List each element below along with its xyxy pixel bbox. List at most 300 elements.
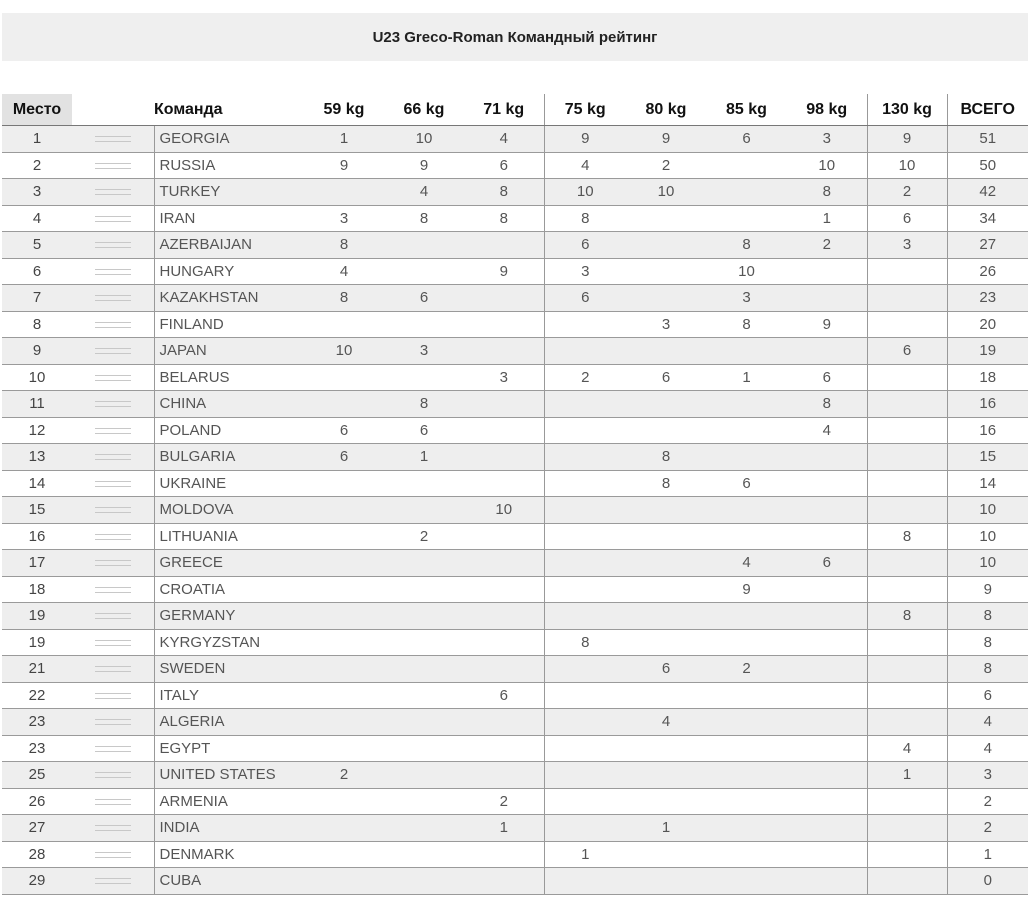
score-cell — [787, 338, 867, 365]
place-cell: 9 — [2, 338, 72, 365]
score-cell — [867, 497, 947, 524]
place-cell: 22 — [2, 682, 72, 709]
table-row — [2, 470, 1028, 497]
score-cell: 1 — [304, 126, 384, 153]
score-cell: 6 — [706, 126, 787, 153]
score-cell — [867, 417, 947, 444]
score-cell: 1 — [626, 815, 706, 842]
team-name-cell: LITHUANIA — [154, 523, 304, 550]
score-cell: 3 — [384, 338, 464, 365]
score-cell — [544, 735, 626, 762]
score-cell: 6 — [304, 444, 384, 471]
total-cell: 2 — [947, 788, 1028, 815]
score-cell: 8 — [384, 205, 464, 232]
table-row — [2, 576, 1028, 603]
score-cell — [304, 550, 384, 577]
score-cell: 9 — [544, 126, 626, 153]
place-cell: 11 — [2, 391, 72, 418]
place-cell: 1 — [2, 126, 72, 153]
score-cell — [867, 788, 947, 815]
score-cell — [626, 258, 706, 285]
place-cell: 10 — [2, 364, 72, 391]
team-name-cell: GERMANY — [154, 603, 304, 630]
table-row — [2, 629, 1028, 656]
score-cell — [464, 444, 544, 471]
score-cell — [464, 523, 544, 550]
flag-cell — [72, 152, 154, 179]
total-cell: 16 — [947, 391, 1028, 418]
score-cell — [706, 735, 787, 762]
score-cell: 9 — [706, 576, 787, 603]
score-cell: 2 — [544, 364, 626, 391]
score-cell — [787, 841, 867, 868]
score-cell: 8 — [544, 205, 626, 232]
score-cell: 8 — [706, 232, 787, 259]
team-standings-table — [2, 94, 1028, 895]
place-cell: 3 — [2, 179, 72, 206]
score-cell: 6 — [464, 682, 544, 709]
flag-cell — [72, 417, 154, 444]
score-cell — [867, 470, 947, 497]
score-cell — [544, 576, 626, 603]
score-cell — [544, 603, 626, 630]
score-cell: 10 — [464, 497, 544, 524]
score-cell: 4 — [706, 550, 787, 577]
flag-cell — [72, 232, 154, 259]
total-cell: 50 — [947, 152, 1028, 179]
score-cell — [787, 656, 867, 683]
score-cell: 1 — [787, 205, 867, 232]
team-name-cell: INDIA — [154, 815, 304, 842]
score-cell: 4 — [384, 179, 464, 206]
team-name-cell: DENMARK — [154, 841, 304, 868]
score-cell: 10 — [867, 152, 947, 179]
score-cell — [544, 311, 626, 338]
flag-icon — [95, 772, 131, 778]
table-row — [2, 364, 1028, 391]
team-name-cell: UKRAINE — [154, 470, 304, 497]
score-cell: 6 — [464, 152, 544, 179]
flag-cell — [72, 470, 154, 497]
score-cell — [304, 868, 384, 895]
table-row — [2, 815, 1028, 842]
place-cell: 27 — [2, 815, 72, 842]
team-name-cell: CHINA — [154, 391, 304, 418]
score-cell: 3 — [544, 258, 626, 285]
place-cell: 23 — [2, 709, 72, 736]
score-cell — [706, 391, 787, 418]
score-cell — [626, 232, 706, 259]
score-cell — [464, 735, 544, 762]
score-cell: 4 — [464, 126, 544, 153]
total-cell: 4 — [947, 709, 1028, 736]
table-row — [2, 656, 1028, 683]
score-cell — [706, 417, 787, 444]
score-cell — [384, 311, 464, 338]
score-cell — [544, 815, 626, 842]
flag-cell — [72, 444, 154, 471]
score-cell: 6 — [304, 417, 384, 444]
score-cell — [626, 391, 706, 418]
flag-icon — [95, 587, 131, 593]
score-cell — [384, 603, 464, 630]
score-cell — [706, 179, 787, 206]
flag-cell — [72, 656, 154, 683]
score-cell — [304, 709, 384, 736]
flag-icon — [95, 878, 131, 884]
score-cell — [384, 815, 464, 842]
header-place: Место — [2, 94, 72, 126]
score-cell: 9 — [867, 126, 947, 153]
score-cell — [304, 841, 384, 868]
score-cell — [464, 576, 544, 603]
score-cell — [464, 709, 544, 736]
header-total: ВСЕГО — [947, 94, 1028, 126]
table-row — [2, 232, 1028, 259]
total-cell: 9 — [947, 576, 1028, 603]
team-name-cell: RUSSIA — [154, 152, 304, 179]
score-cell — [544, 868, 626, 895]
table-row — [2, 338, 1028, 365]
score-cell — [867, 682, 947, 709]
total-cell: 2 — [947, 815, 1028, 842]
flag-icon — [95, 481, 131, 487]
score-cell — [787, 788, 867, 815]
total-cell: 10 — [947, 497, 1028, 524]
score-cell — [867, 391, 947, 418]
header-row — [2, 94, 1028, 126]
team-name-cell: TURKEY — [154, 179, 304, 206]
flag-cell — [72, 311, 154, 338]
score-cell — [787, 523, 867, 550]
header-66kg: 66 kg — [384, 94, 464, 126]
score-cell: 2 — [867, 179, 947, 206]
score-cell — [384, 497, 464, 524]
score-cell: 6 — [384, 417, 464, 444]
total-cell: 26 — [947, 258, 1028, 285]
flag-icon — [95, 454, 131, 460]
score-cell: 4 — [304, 258, 384, 285]
score-cell — [706, 152, 787, 179]
score-cell — [867, 815, 947, 842]
flag-cell — [72, 550, 154, 577]
flag-icon — [95, 799, 131, 805]
flag-icon — [95, 189, 131, 195]
score-cell — [867, 576, 947, 603]
team-name-cell: CUBA — [154, 868, 304, 895]
score-cell — [706, 497, 787, 524]
score-cell: 10 — [706, 258, 787, 285]
score-cell — [867, 629, 947, 656]
score-cell: 4 — [626, 709, 706, 736]
score-cell — [787, 444, 867, 471]
score-cell — [464, 629, 544, 656]
score-cell — [384, 258, 464, 285]
score-cell — [706, 868, 787, 895]
score-cell: 1 — [544, 841, 626, 868]
flag-cell — [72, 603, 154, 630]
score-cell: 9 — [384, 152, 464, 179]
team-name-cell: MOLDOVA — [154, 497, 304, 524]
score-cell — [787, 285, 867, 312]
score-cell — [544, 470, 626, 497]
score-cell: 2 — [787, 232, 867, 259]
place-cell: 16 — [2, 523, 72, 550]
score-cell — [867, 444, 947, 471]
score-cell — [544, 391, 626, 418]
place-cell: 19 — [2, 629, 72, 656]
score-cell — [706, 815, 787, 842]
score-cell — [544, 550, 626, 577]
flag-icon — [95, 613, 131, 619]
flag-icon — [95, 666, 131, 672]
place-cell: 12 — [2, 417, 72, 444]
total-cell: 6 — [947, 682, 1028, 709]
score-cell: 6 — [867, 338, 947, 365]
score-cell — [464, 232, 544, 259]
team-name-cell: POLAND — [154, 417, 304, 444]
score-cell: 10 — [787, 152, 867, 179]
score-cell — [304, 629, 384, 656]
score-cell — [626, 762, 706, 789]
team-name-cell: JAPAN — [154, 338, 304, 365]
flag-cell — [72, 629, 154, 656]
table-row — [2, 497, 1028, 524]
flag-icon — [95, 693, 131, 699]
place-cell: 2 — [2, 152, 72, 179]
score-cell: 9 — [464, 258, 544, 285]
flag-icon — [95, 269, 131, 275]
score-cell — [464, 656, 544, 683]
score-cell — [706, 682, 787, 709]
score-cell: 6 — [544, 285, 626, 312]
table-row — [2, 205, 1028, 232]
score-cell — [706, 523, 787, 550]
table-row — [2, 788, 1028, 815]
score-cell: 6 — [787, 550, 867, 577]
total-cell: 18 — [947, 364, 1028, 391]
page-title: U23 Greco-Roman Командный рейтинг — [2, 13, 1028, 61]
flag-cell — [72, 815, 154, 842]
score-cell: 6 — [867, 205, 947, 232]
place-cell: 8 — [2, 311, 72, 338]
score-cell: 2 — [464, 788, 544, 815]
score-cell: 6 — [626, 656, 706, 683]
team-name-cell: BULGARIA — [154, 444, 304, 471]
score-cell — [867, 311, 947, 338]
table-row — [2, 735, 1028, 762]
score-cell — [544, 338, 626, 365]
place-cell: 17 — [2, 550, 72, 577]
score-cell — [304, 497, 384, 524]
score-cell — [626, 523, 706, 550]
score-cell — [544, 444, 626, 471]
score-cell — [867, 285, 947, 312]
header-98kg: 98 kg — [787, 94, 867, 126]
place-cell: 29 — [2, 868, 72, 895]
score-cell — [384, 232, 464, 259]
total-cell: 8 — [947, 629, 1028, 656]
table-row — [2, 126, 1028, 153]
total-cell: 8 — [947, 656, 1028, 683]
score-cell — [384, 841, 464, 868]
score-cell — [544, 762, 626, 789]
place-cell: 6 — [2, 258, 72, 285]
score-cell: 8 — [464, 205, 544, 232]
flag-cell — [72, 258, 154, 285]
flag-cell — [72, 868, 154, 895]
score-cell — [304, 603, 384, 630]
score-cell — [464, 311, 544, 338]
score-cell: 2 — [706, 656, 787, 683]
score-cell: 4 — [867, 735, 947, 762]
team-name-cell: GREECE — [154, 550, 304, 577]
total-cell: 14 — [947, 470, 1028, 497]
score-cell: 4 — [544, 152, 626, 179]
score-cell — [384, 576, 464, 603]
flag-cell — [72, 391, 154, 418]
score-cell — [304, 788, 384, 815]
header-130kg: 130 kg — [867, 94, 947, 126]
score-cell — [787, 735, 867, 762]
table-row — [2, 285, 1028, 312]
score-cell — [706, 788, 787, 815]
place-cell: 14 — [2, 470, 72, 497]
score-cell — [544, 497, 626, 524]
table-row — [2, 311, 1028, 338]
table-row — [2, 444, 1028, 471]
score-cell — [384, 735, 464, 762]
flag-icon — [95, 719, 131, 725]
score-cell — [626, 497, 706, 524]
flag-icon — [95, 534, 131, 540]
total-cell: 3 — [947, 762, 1028, 789]
score-cell: 9 — [626, 126, 706, 153]
score-cell — [464, 603, 544, 630]
team-name-cell: UNITED STATES — [154, 762, 304, 789]
total-cell: 10 — [947, 550, 1028, 577]
score-cell — [787, 815, 867, 842]
score-cell — [626, 338, 706, 365]
flag-icon — [95, 375, 131, 381]
score-cell: 8 — [787, 391, 867, 418]
total-cell: 51 — [947, 126, 1028, 153]
score-cell — [384, 656, 464, 683]
flag-cell — [72, 523, 154, 550]
score-cell — [544, 417, 626, 444]
team-name-cell: EGYPT — [154, 735, 304, 762]
score-cell — [544, 709, 626, 736]
score-cell: 6 — [384, 285, 464, 312]
table-row — [2, 417, 1028, 444]
score-cell: 8 — [464, 179, 544, 206]
place-cell: 25 — [2, 762, 72, 789]
total-cell: 19 — [947, 338, 1028, 365]
flag-cell — [72, 682, 154, 709]
score-cell — [867, 656, 947, 683]
score-cell — [867, 550, 947, 577]
score-cell: 3 — [867, 232, 947, 259]
score-cell: 8 — [544, 629, 626, 656]
place-cell: 15 — [2, 497, 72, 524]
score-cell — [304, 523, 384, 550]
score-cell: 1 — [464, 815, 544, 842]
flag-cell — [72, 179, 154, 206]
team-name-cell: GEORGIA — [154, 126, 304, 153]
header-85kg: 85 kg — [706, 94, 787, 126]
score-cell — [464, 550, 544, 577]
score-cell: 10 — [544, 179, 626, 206]
flag-icon — [95, 295, 131, 301]
score-cell — [867, 709, 947, 736]
team-name-cell: ARMENIA — [154, 788, 304, 815]
score-cell — [464, 391, 544, 418]
team-name-cell: BELARUS — [154, 364, 304, 391]
score-cell — [304, 735, 384, 762]
header-team: Команда — [154, 94, 304, 126]
score-cell — [384, 709, 464, 736]
score-cell: 8 — [304, 285, 384, 312]
place-cell: 19 — [2, 603, 72, 630]
score-cell — [706, 709, 787, 736]
place-cell: 4 — [2, 205, 72, 232]
score-cell — [464, 338, 544, 365]
score-cell — [384, 470, 464, 497]
score-cell — [464, 762, 544, 789]
score-cell — [384, 364, 464, 391]
table-row — [2, 762, 1028, 789]
score-cell: 1 — [867, 762, 947, 789]
header-71kg: 71 kg — [464, 94, 544, 126]
score-cell — [626, 629, 706, 656]
team-name-cell: FINLAND — [154, 311, 304, 338]
score-cell: 8 — [626, 444, 706, 471]
score-cell — [384, 629, 464, 656]
score-cell — [304, 364, 384, 391]
flag-icon — [95, 640, 131, 646]
score-cell — [464, 841, 544, 868]
total-cell: 8 — [947, 603, 1028, 630]
score-cell — [706, 841, 787, 868]
score-cell — [787, 576, 867, 603]
team-name-cell: SWEDEN — [154, 656, 304, 683]
score-cell — [626, 417, 706, 444]
total-cell: 23 — [947, 285, 1028, 312]
total-cell: 20 — [947, 311, 1028, 338]
table-row — [2, 550, 1028, 577]
team-name-cell: CROATIA — [154, 576, 304, 603]
total-cell: 42 — [947, 179, 1028, 206]
score-cell: 10 — [304, 338, 384, 365]
score-cell — [626, 735, 706, 762]
score-cell — [464, 868, 544, 895]
flag-icon — [95, 560, 131, 566]
table-row — [2, 682, 1028, 709]
place-cell: 21 — [2, 656, 72, 683]
score-cell — [626, 603, 706, 630]
score-cell: 8 — [706, 311, 787, 338]
score-cell — [787, 709, 867, 736]
score-cell — [706, 338, 787, 365]
score-cell — [706, 603, 787, 630]
score-cell: 2 — [304, 762, 384, 789]
flag-cell — [72, 841, 154, 868]
table-row — [2, 841, 1028, 868]
table-row — [2, 391, 1028, 418]
place-cell: 23 — [2, 735, 72, 762]
score-cell — [544, 788, 626, 815]
flag-cell — [72, 762, 154, 789]
